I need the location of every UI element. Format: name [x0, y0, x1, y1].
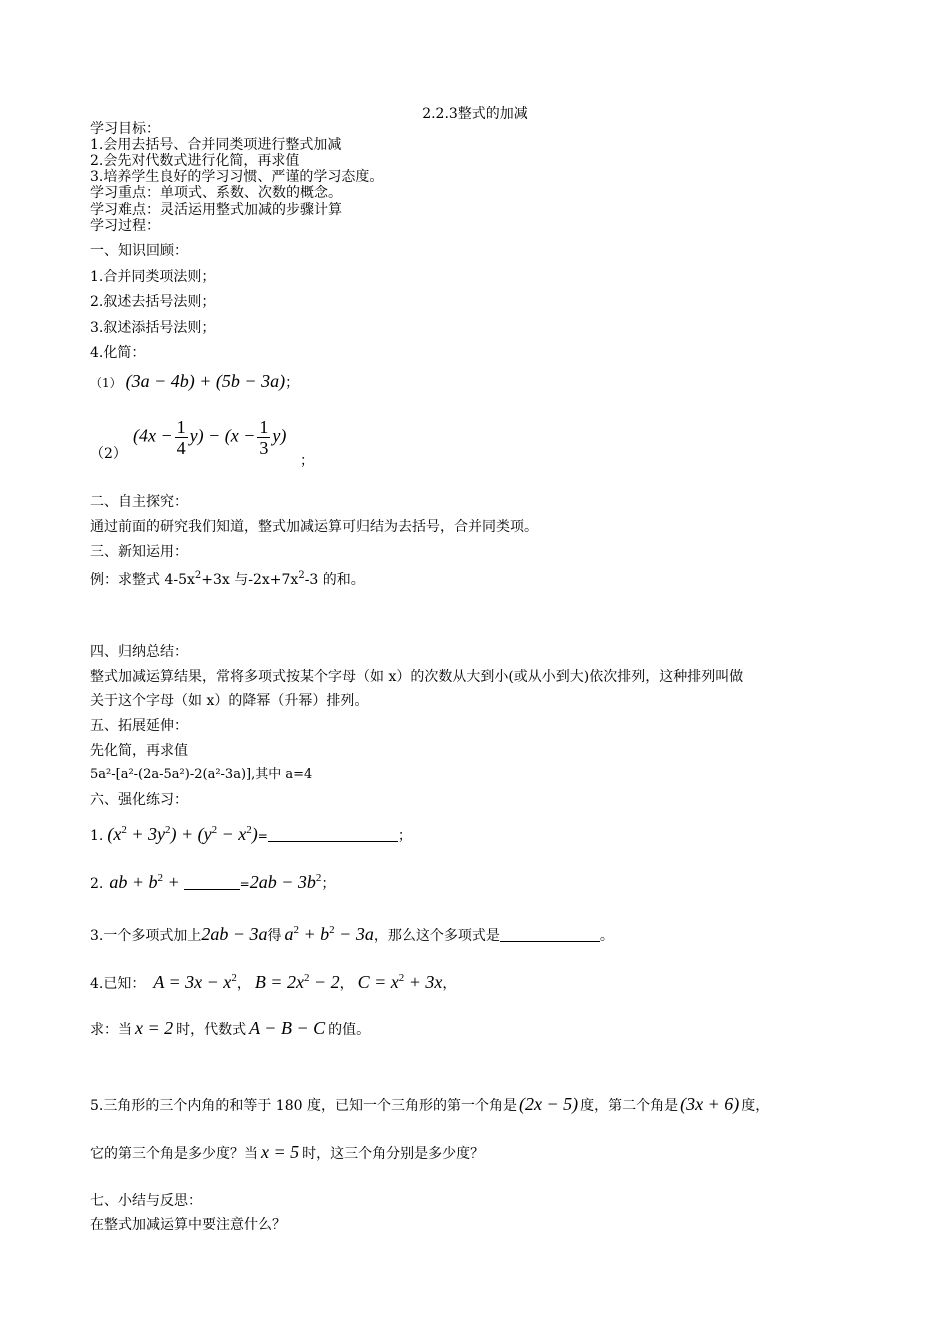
practice-5-question: 它的第三个角是多少度？当 x = 5 时，这三个角分别是多少度？: [90, 1142, 485, 1162]
answer-blank-3[interactable]: [500, 941, 600, 942]
review-item-2: 2.叙述去括号法则；: [90, 294, 216, 310]
goal-item-1: 1.会用去括号、合并同类项进行整式加减: [90, 137, 342, 153]
q2-end: ；: [300, 453, 314, 469]
review-q2-label: （2）: [90, 446, 127, 462]
q1-expression: (3a − 4b) + (5b − 3a): [125, 371, 286, 391]
practice-4-question: 求：当 x = 2 时，代数式 A − B − C 的值。: [90, 1018, 371, 1038]
practice-4: 4.已知： $A = 3x - x^2$， $B = 2x^2 - 2$， $C = x^2 + 3x$，: [90, 972, 457, 992]
extend-heading: 五、拓展延伸：: [90, 718, 188, 734]
review-item-3: 3.叙述添括号法则；: [90, 320, 216, 336]
summary-line-2: 关于这个字母（如 x）的降幂（升幂）排列。: [90, 693, 369, 709]
q1-label: （1）: [90, 376, 122, 390]
goal-item-2: 2.会先对代数式进行化简，再求值: [90, 153, 300, 169]
apply-heading: 三、新知运用：: [90, 544, 188, 560]
answer-blank-2[interactable]: [184, 889, 240, 890]
review-item-1: 1.合并同类项法则；: [90, 269, 216, 285]
summary-line-1: 整式加减运算结果，常将多项式按某个字母（如 x）的次数从大到小(或从小到大)依次排列，这种排列叫做: [90, 669, 744, 685]
q1-end: ；: [285, 375, 300, 391]
extend-text: 先化简，再求值: [90, 743, 188, 759]
answer-blank-1[interactable]: [268, 841, 398, 842]
apply-example: 例：求整式 $4-5x^2+3x$ 与$-2x+7x^2-3$ 的和。: [90, 570, 365, 588]
practice-2: 2. ab + $b^2 + =2ab - 3b^2$；: [90, 872, 336, 892]
key-points: 学习重点：单项式、系数、次数的概念。: [90, 185, 342, 201]
practice-3: 3.一个多项式加上2ab − 3a得 $a^2 + b^2 - 3a$，那么这个多项式是 。: [90, 924, 614, 944]
practice-5: 5.三角形的三个内角的和等于 180 度，已知一个三角形的第一个角是 (2x − 5) 度，第二个角是 (3x + 6) 度，: [90, 1094, 770, 1114]
reflect-text: 在整式加减运算中要注意什么？: [90, 1217, 286, 1233]
document-title: 2.2.3整式的加减: [422, 106, 528, 122]
explore-heading: 二、自主探究：: [90, 494, 188, 510]
p1-expression: $(x^2 + 3y^2) + (y^2 - x^2)$: [107, 824, 258, 844]
practice-heading: 六、强化练习：: [90, 792, 188, 808]
review-item-4: 4.化简：: [90, 345, 146, 361]
summary-heading: 四、归纳总结：: [90, 644, 188, 660]
q2-expression: (4x − $\frac{1}{4}$ y) − (x − $\frac{1}{3}$ y): [133, 417, 287, 458]
explore-text: 通过前面的研究我们知道，整式加减运算可归结为去括号，合并同类项。: [90, 519, 538, 535]
difficulty: 学习难点：灵活运用整式加减的步骤计算: [90, 202, 342, 218]
extend-expression: 5a²-[a²-(2a-5a²)-2(a²-3a)],其中 a=4: [90, 767, 313, 782]
review-q1: [90, 370, 299, 394]
review-heading: 一、知识回顾：: [90, 243, 188, 259]
goals-heading: 学习目标：: [90, 121, 160, 137]
goal-item-3: 3.培养学生良好的学习习惯、严谨的学习态度。: [90, 169, 384, 185]
practice-1: 1. $(x^2 + 3y^2) + (y^2 - x^2)=$ ；: [90, 824, 412, 844]
process-heading: 学习过程：: [90, 218, 160, 234]
reflect-heading: 七、小结与反思：: [90, 1193, 202, 1209]
